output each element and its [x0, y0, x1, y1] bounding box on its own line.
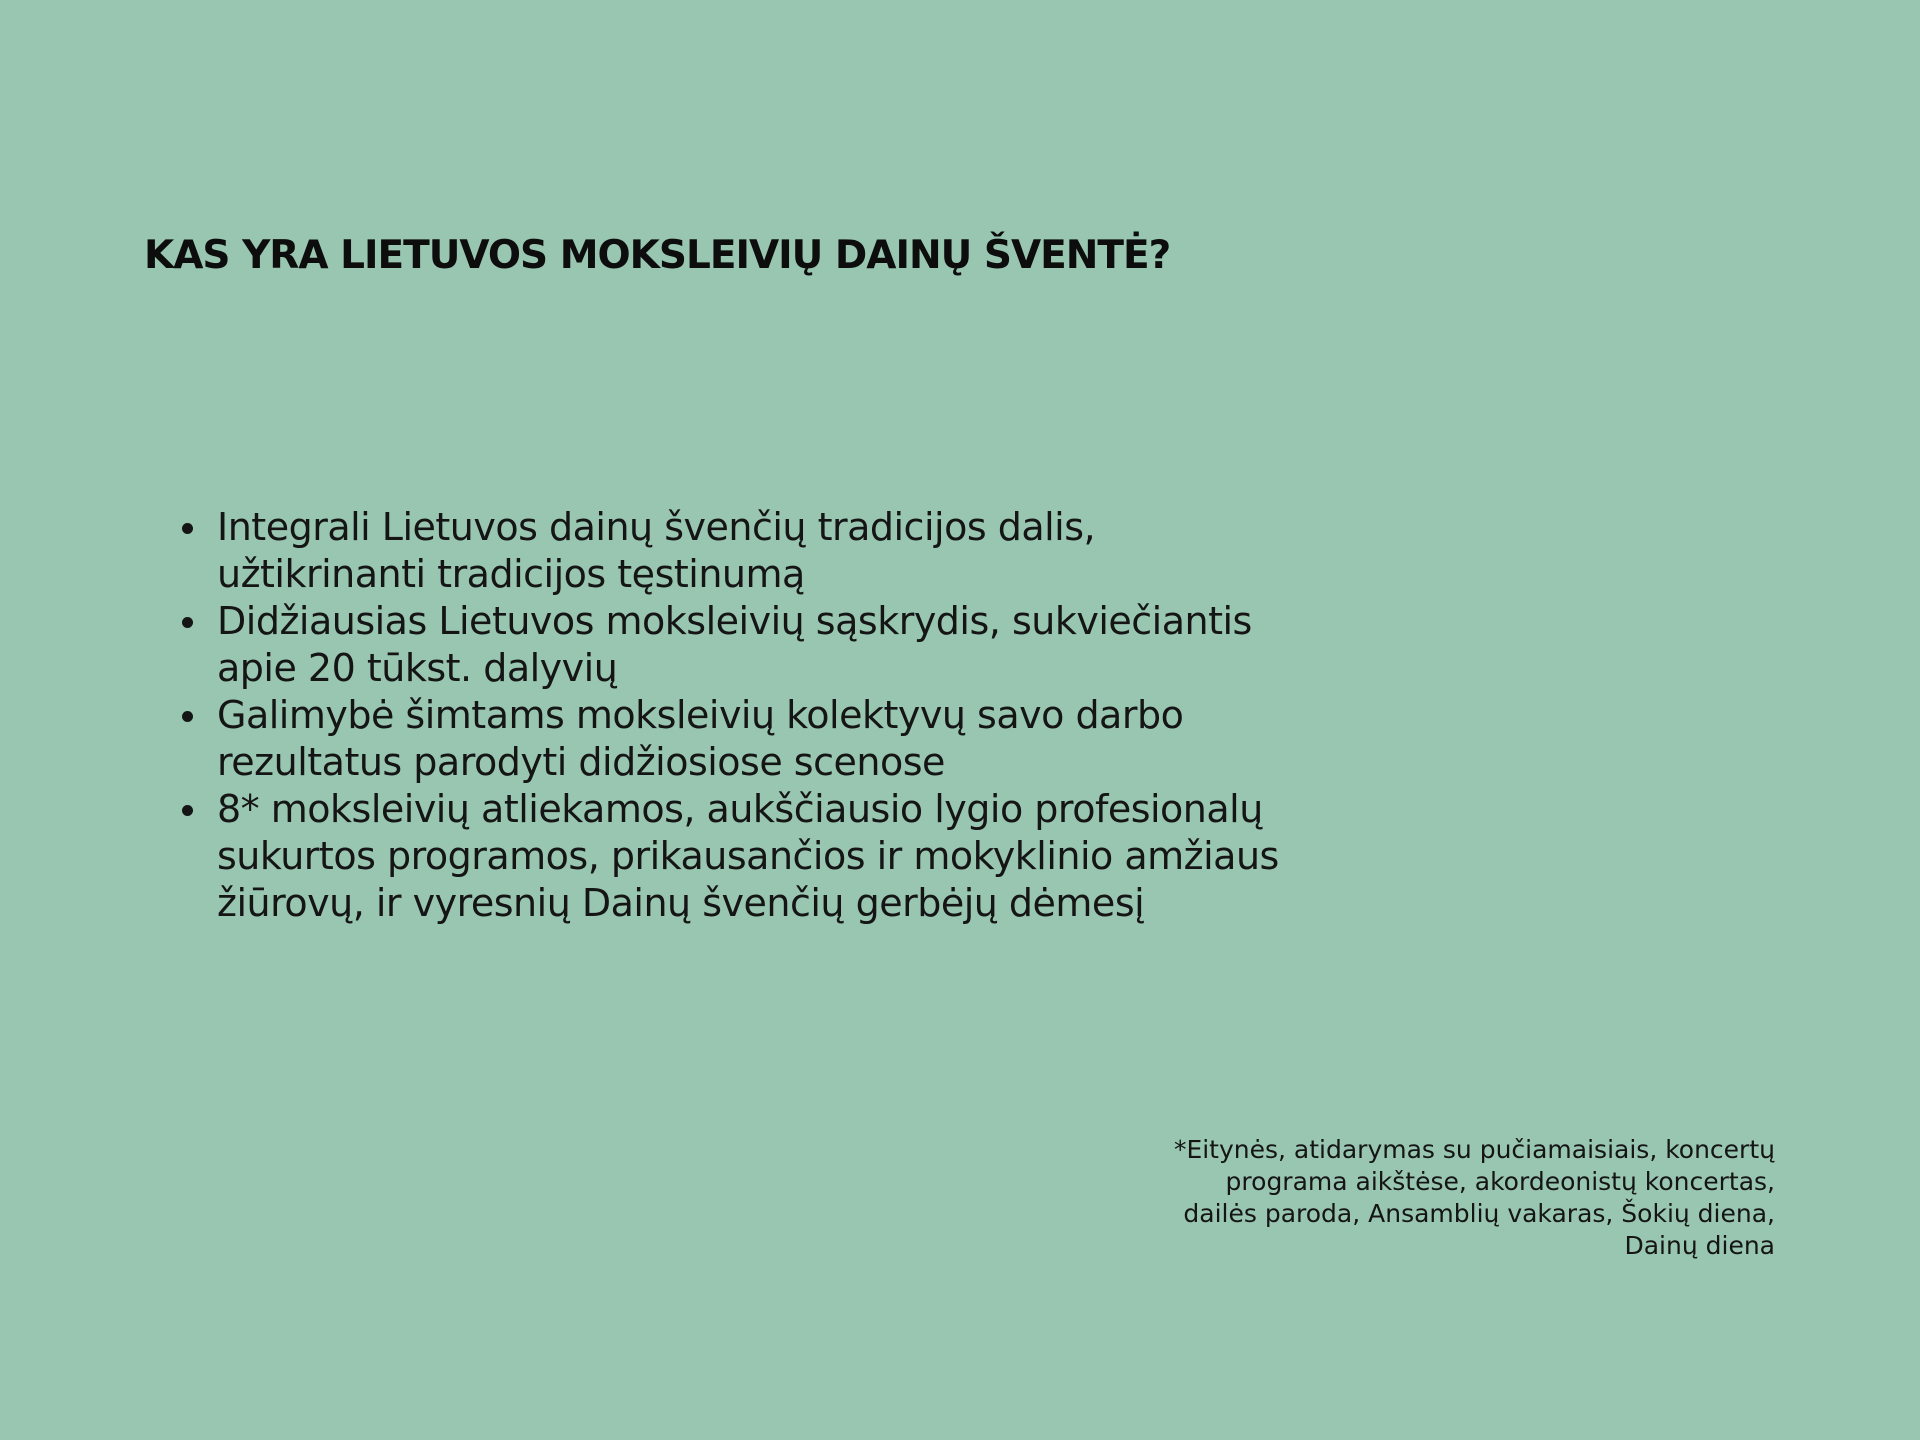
slide-title: KAS YRA LIETUVOS MOKSLEIVIŲ DAINŲ ŠVENTĖ? — [144, 233, 1171, 278]
bullet-text: Integrali Lietuvos dainų švenčių tradicijos dalis, užtikrinanti tradicijos tęstinumą — [217, 505, 1096, 596]
bullet-text: Galimybė šimtams moksleivių kolektyvų savo darbo rezultatus parodyti didžiosiose scenose — [217, 693, 1184, 784]
bullet-text: Didžiausias Lietuvos moksleivių sąskrydis, sukviečiantis apie 20 tūkst. dalyvių — [217, 599, 1252, 690]
bullet-item — [178, 504, 1288, 598]
footnote: *Eitynės, atidarymas su pučiamaisiais, koncertų programa aikštėse, akordeonistų koncertas, dailės paroda, Ansamblių vakaras, Šokių diena, Dainų diena — [1173, 1135, 1775, 1260]
bullet-item — [178, 786, 1288, 927]
bullet-item — [178, 692, 1288, 786]
bullet-dot-icon — [182, 805, 193, 816]
bullet-dot-icon — [182, 711, 193, 722]
bullet-text: 8* moksleivių atliekamos, aukščiausio lygio profesionalų sukurtos programos, prikausančios ir mokyklinio amžiaus žiūrovų, ir vyresnių Dainų švenčių gerbėjų dėmesį — [217, 787, 1279, 925]
bullet-dot-icon — [182, 523, 193, 534]
bullet-item — [178, 598, 1288, 692]
bullet-dot-icon — [182, 617, 193, 628]
bullet-list — [178, 504, 1288, 927]
